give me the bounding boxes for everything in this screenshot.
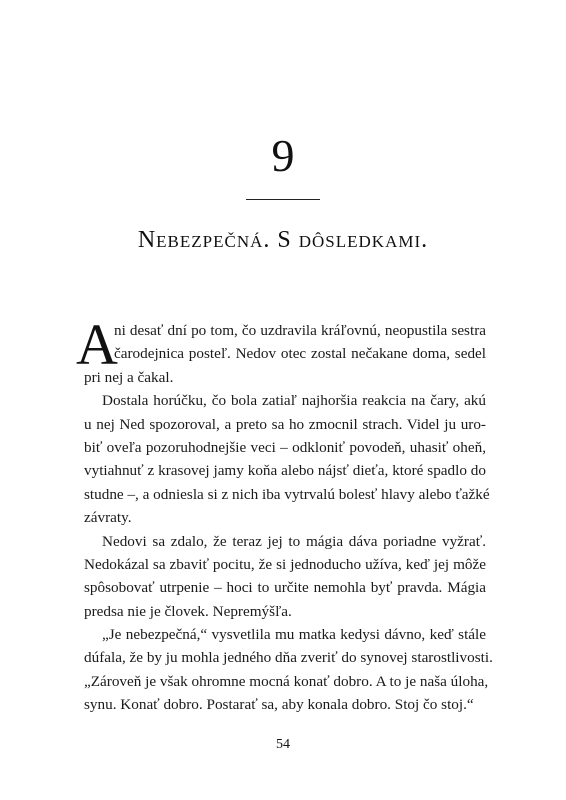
text-line: predsa nie je človek. Nepremýšľa. xyxy=(84,602,292,620)
drop-cap: A xyxy=(76,312,118,377)
text-line: Nedovi sa zdalo, že teraz jej to mágia dáva poriadne vyžrať. xyxy=(102,532,486,550)
text-line: studne –, a odniesla si z nich iba vytrvalú bolesť hlavy alebo ťažké xyxy=(84,485,490,503)
text-line: spôsobovať utrpenie – hoci to určite nemohla byť pravda. Mágia xyxy=(84,579,486,597)
text-line: čarodejnica posteľ. Nedov otec zostal nečakane doma, sedel xyxy=(114,345,486,363)
text-line: Nedokázal sa zbaviť pocitu, že si jednoducho užíva, keď jej môže xyxy=(84,555,486,573)
text-line: dúfala, že by ju mohla jedného dňa zveriť do synovej starostlivosti. xyxy=(84,649,493,667)
text-line: synu. Konať dobro. Postarať sa, aby konala dobro. Stoj čo stoj.“ xyxy=(84,696,474,714)
text-line: vytiahnuť z krasovej jamy koňa alebo nájsť dieťa, ktoré spadlo do xyxy=(84,462,486,480)
text-line: biť oveľa pozoruhodnejšie veci – odkloniť povodeň, uhasiť oheň, xyxy=(84,438,486,456)
body-text xyxy=(76,312,493,717)
text-line: Dostala horúčku, čo bola zatiaľ najhoršia reakcia na čary, akú xyxy=(102,392,486,410)
chapter-divider xyxy=(246,199,320,200)
text-line: u nej Ned spozoroval, a preto sa ho zmocnil strach. Videl ju uro- xyxy=(84,415,486,433)
text-line: „Zároveň je však ohromne mocná konať dobro. A to je naša úloha, xyxy=(84,672,489,690)
text-line: pri nej a čakal. xyxy=(84,368,174,386)
text-line: „Je nebezpečná,“ vysvetlila mu matka kedysi dávno, keď stále xyxy=(102,626,486,644)
text-line: ni desať dní po tom, čo uzdravila kráľovnú, neopustila sestra xyxy=(114,322,486,339)
page-number: 54 xyxy=(276,737,290,752)
text-line: závraty. xyxy=(84,509,132,527)
chapter-number: 9 xyxy=(271,130,295,181)
chapter-title: Nebezpečná. S dôsledkami. xyxy=(137,227,429,253)
